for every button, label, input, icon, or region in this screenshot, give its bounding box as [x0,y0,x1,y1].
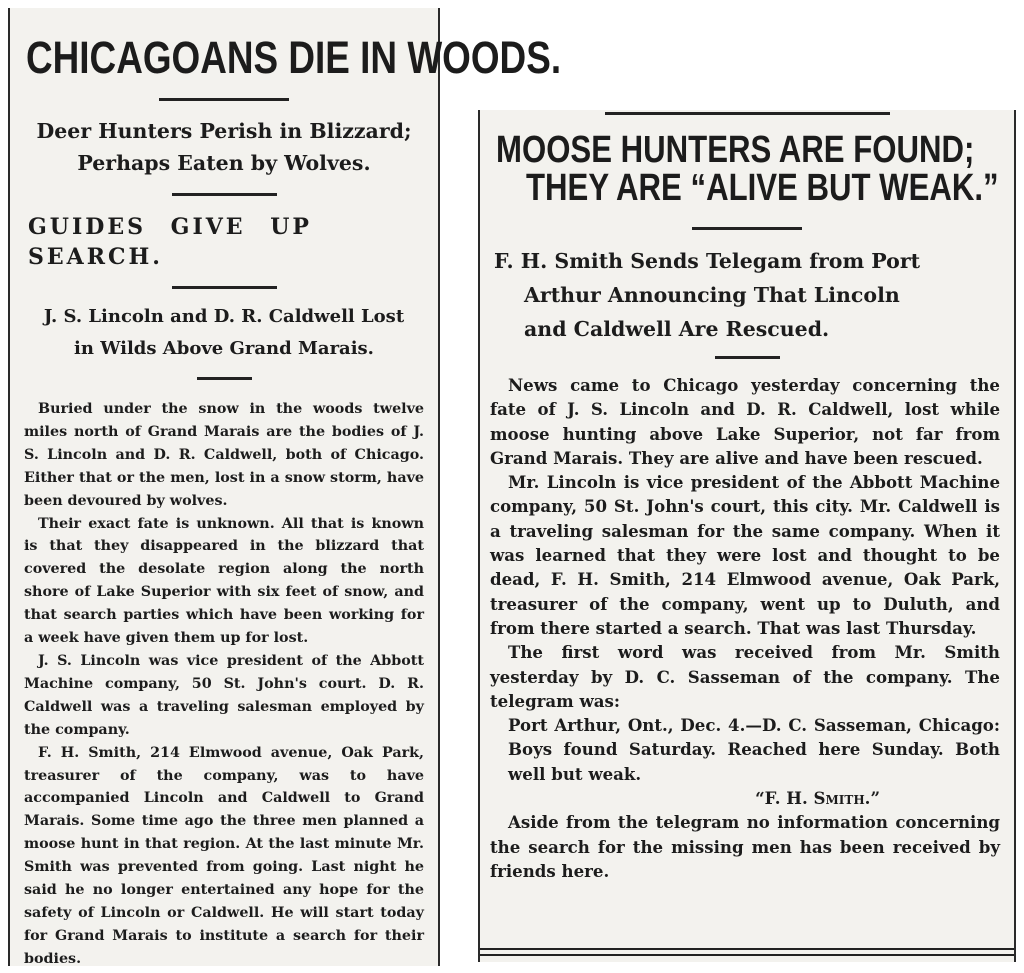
left-deck-3: J. S. Lincoln and D. R. Caldwell Lost in Wilds Above Grand Marais. [43,306,405,359]
right-headline: MOOSE HUNTERS ARE FOUND; THEY ARE “ALIVE BUT WEAK.” [496,129,999,209]
right-body [490,373,1000,883]
left-body [24,398,424,971]
left-deck-1: Deer Hunters Perish in Blizzard; Perhaps Eaten by Wolves. [36,119,412,175]
left-paragraph: F. H. Smith, 214 Elmwood avenue, Oak Park, treasurer of the company, was to have accompanied Lincoln and Caldwell to Grand Marais. Some time ago the three men planned a moose hunt in that region. At the last minute Mr. Smith was prevented from going. Last night he said he no longer entertained any hope for the safety of Lincoln or Caldwell. He will start today for Grand Marais to institute a search for their bodies. [24,744,424,967]
left-rule-2 [172,193,277,196]
left-paragraph: Their exact fate is unknown. All that is known is that they disappeared in the blizzard that covered the desolate region along the north shore of Lake Superior with six feet of snow, and that search parties which have been working for a week have given them up for lost. [24,515,424,647]
right-paragraph: Mr. Lincoln is vice president of the Abbott Machine company, 50 St. John's court, this city. Mr. Caldwell is a traveling salesman for the same company. When it was learned that they were lost and thought to be dead, F. H. Smith, 214 Elmwood avenue, Oak Park, treasurer of the company, went up to Duluth, and from there started a search. That was last Thursday. [490,472,1000,638]
right-rule-2 [715,356,780,359]
right-paragraph: Aside from the telegram no information concerning the search for the missing men has been received by friends here. [490,812,1000,881]
telegram-signature: “F. H. Smith.” [755,788,880,809]
right-bottom-rule [480,948,1014,956]
right-paragraph: News came to Chicago yesterday concerning the fate of J. S. Lincoln and D. R. Caldwell, lost while moose hunting above Lake Superior, not far from Grand Marais. They are alive and have been rescued. [490,375,1000,468]
left-article [8,8,562,967]
right-rule-top [605,112,890,115]
left-paragraph: J. S. Lincoln was vice president of the Abbott Machine company, 50 St. John's court. D. R. Caldwell was a traveling salesman employed by the company. [24,652,424,738]
right-rule-1 [692,227,802,230]
left-headline: CHICAGOANS DIE IN WOODS. [26,32,562,83]
telegram-text: Port Arthur, Ont., Dec. 4.—D. C. Sasseman, Chicago: Boys found Saturday. Reached here Sunday. Both well but weak. [508,715,1000,784]
right-paragraph: The first word was received from Mr. Smith yesterday by D. C. Sasseman of the company. The telegram was: [490,642,1000,711]
left-rule-3 [172,286,277,289]
right-deck: F. H. Smith Sends Telegam from Port Arthur Announcing That Lincoln and Caldwell Are Rescued. [494,249,921,341]
left-rule-4 [197,377,252,380]
left-rule-1 [159,98,289,101]
right-article [478,110,1016,962]
left-deck-2: GUIDES GIVE UP SEARCH. [28,214,312,270]
left-paragraph: Buried under the snow in the woods twelve miles north of Grand Marais are the bodies of J. S. Lincoln and D. R. Caldwell, both of Chicago. Either that or the men, lost in a snow storm, have been devoured by wolves. [24,401,424,509]
